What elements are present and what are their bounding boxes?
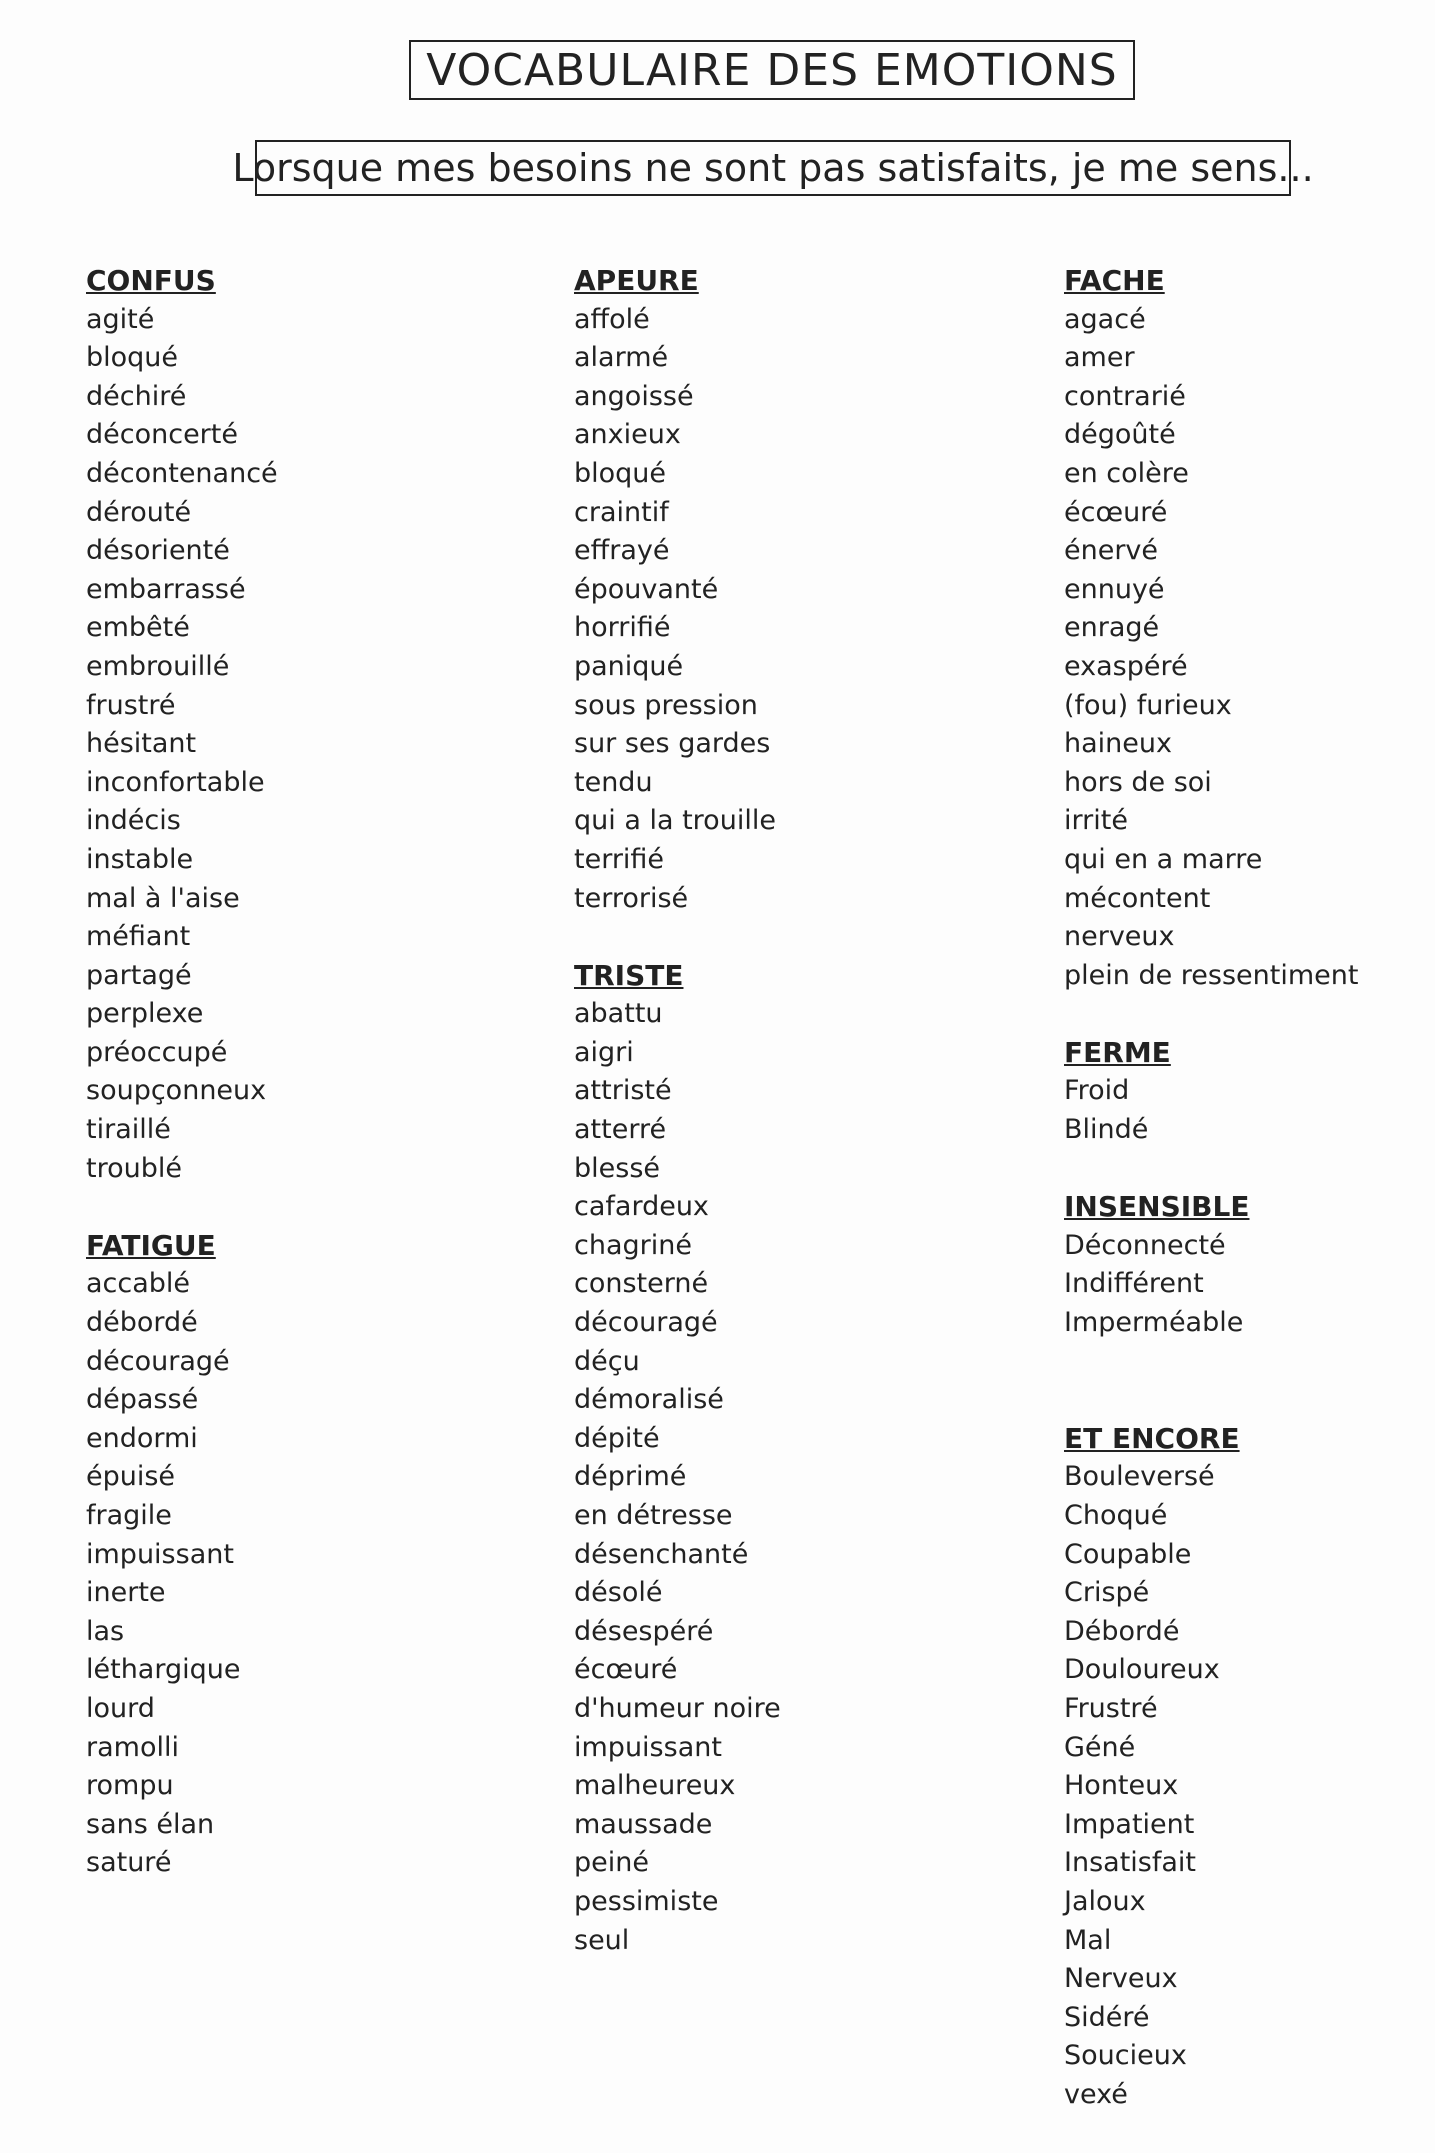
emotion-word: soupçonneux [86, 1075, 267, 1107]
emotion-word: en détresse [574, 1500, 733, 1531]
group-heading: FATIGUE [86, 1228, 216, 1262]
emotion-word: Coupable [1064, 1538, 1192, 1570]
emotion-word: malheureux [574, 1770, 736, 1802]
emotion-word: alarmé [574, 342, 669, 374]
emotion-word: dégoûté [1064, 419, 1176, 451]
emotion-word: accablé [86, 1268, 191, 1300]
emotion-group [86, 262, 278, 1188]
emotion-word: Sidéré [1064, 2001, 1150, 2033]
emotion-word: irrité [1064, 805, 1128, 837]
emotion-word: méfiant [86, 921, 191, 953]
emotion-word: exaspéré [1064, 650, 1188, 682]
page-subtitle: Lorsque mes besoins ne sont pas satisfaits, je me sens... [255, 140, 1291, 196]
emotion-group [86, 1227, 278, 1883]
emotion-word: embêté [86, 612, 190, 644]
group-heading: CONFUS [86, 264, 216, 297]
emotion-word: Honteux [1064, 1770, 1179, 1802]
emotion-word: tendu [574, 766, 653, 798]
emotion-word: Douloureux [1064, 1654, 1220, 1686]
emotion-group [574, 957, 781, 1960]
emotion-word: saturé [86, 1847, 172, 1879]
emotion-word: fragile [86, 1500, 172, 1531]
group-heading: FERME [1064, 1035, 1171, 1069]
emotion-word: tiraillé [86, 1114, 171, 1146]
emotion-word: rompu [86, 1770, 174, 1802]
emotion-word: plein de ressentiment [1064, 959, 1359, 991]
emotion-word: indécis [86, 805, 181, 837]
emotion-word: craintif [574, 496, 669, 528]
emotion-word: vexé [1064, 2078, 1128, 2110]
emotion-word: Crispé [1064, 1577, 1150, 1609]
emotion-word: Géné [1064, 1731, 1136, 1763]
emotion-group [574, 262, 781, 918]
emotion-word: enragé [1064, 612, 1160, 644]
emotion-word: aigri [574, 1036, 634, 1068]
emotion-word: Imperméable [1064, 1307, 1244, 1339]
emotion-word: (fou) furieux [1064, 689, 1232, 721]
emotion-word: sous pression [574, 689, 758, 721]
emotion-word: terrorisé [574, 882, 689, 914]
group-heading: ET ENCORE [1064, 1421, 1240, 1455]
emotion-word: atterré [574, 1114, 667, 1146]
emotion-word: Froid [1064, 1075, 1130, 1107]
emotion-group [1064, 1420, 1358, 2115]
emotion-word: abattu [574, 998, 663, 1030]
emotion-group [1064, 262, 1358, 995]
emotion-word: partagé [86, 959, 192, 991]
emotion-word: Soucieux [1064, 2040, 1187, 2072]
emotion-word: bloqué [86, 342, 179, 374]
emotion-word: écœuré [574, 1654, 678, 1686]
emotion-word: seul [574, 1924, 630, 1956]
emotion-word: Blindé [1064, 1114, 1149, 1146]
emotion-word: affolé [574, 303, 650, 335]
emotion-group [1064, 1188, 1358, 1342]
emotion-word: embrouillé [86, 650, 230, 682]
emotion-word: déçu [574, 1345, 640, 1377]
emotion-word: écœuré [1064, 496, 1168, 528]
emotion-word: ramolli [86, 1731, 179, 1763]
emotion-word: troublé [86, 1152, 182, 1184]
emotion-word: Frustré [1064, 1692, 1158, 1724]
emotion-word: qui en a marre [1064, 843, 1263, 875]
emotion-word: maussade [574, 1808, 713, 1840]
emotion-word: blessé [574, 1152, 660, 1184]
emotion-word: hors de soi [1064, 766, 1212, 798]
emotion-word: déprimé [574, 1461, 687, 1493]
emotion-word: embarrassé [86, 573, 246, 605]
column-1 [86, 262, 278, 1922]
emotion-word: découragé [86, 1345, 230, 1377]
emotion-word: désorienté [86, 535, 230, 567]
emotion-word: agité [86, 303, 155, 335]
emotion-word: Jaloux [1064, 1885, 1146, 1917]
group-heading: FACHE [1064, 264, 1165, 297]
emotion-word: Mal [1064, 1924, 1112, 1956]
group-heading: TRISTE [574, 958, 684, 992]
emotion-word: horrifié [574, 612, 671, 644]
emotion-word: d'humeur noire [574, 1692, 781, 1724]
emotion-word: frustré [86, 689, 176, 721]
emotion-word: amer [1064, 342, 1135, 374]
emotion-word: haineux [1064, 728, 1172, 760]
emotion-word: dérouté [86, 496, 192, 528]
emotion-word: angoissé [574, 380, 694, 412]
emotion-word: Nerveux [1064, 1963, 1178, 1995]
column-3 [1064, 262, 1358, 2153]
emotion-word: préoccupé [86, 1036, 228, 1068]
emotion-word: instable [86, 843, 194, 875]
emotion-word: las [86, 1615, 125, 1647]
emotion-word: qui a la trouille [574, 805, 776, 837]
emotion-word: énervé [1064, 535, 1159, 567]
emotion-word: épouvanté [574, 573, 719, 605]
emotion-word: agacé [1064, 303, 1146, 335]
emotion-word: dépité [574, 1422, 660, 1454]
emotion-word: désenchanté [574, 1538, 749, 1570]
emotion-word: désespéré [574, 1615, 714, 1647]
emotion-word: anxieux [574, 419, 681, 451]
column-2 [574, 262, 781, 1999]
emotion-word: sur ses gardes [574, 728, 771, 760]
emotion-word: léthargique [86, 1654, 241, 1686]
emotion-word: en colère [1064, 457, 1189, 489]
emotion-word: consterné [574, 1268, 709, 1300]
group-heading: APEURE [574, 264, 699, 297]
emotion-word: sans élan [86, 1808, 215, 1840]
emotion-word: déchiré [86, 380, 187, 412]
emotion-word: Indifférent [1064, 1268, 1204, 1300]
emotion-group [1064, 1034, 1358, 1150]
emotion-word: inerte [86, 1577, 166, 1609]
emotion-word: peiné [574, 1847, 649, 1879]
emotion-word: impuissant [86, 1538, 234, 1570]
emotion-word: démoralisé [574, 1384, 724, 1416]
emotion-word: nerveux [1064, 921, 1175, 953]
emotion-word: ennuyé [1064, 573, 1165, 605]
emotion-word: Impatient [1064, 1808, 1195, 1840]
emotion-word: épuisé [86, 1461, 176, 1493]
emotion-word: Bouleversé [1064, 1461, 1215, 1493]
emotion-word: découragé [574, 1307, 718, 1339]
emotion-word: cafardeux [574, 1191, 709, 1223]
emotion-word: bloqué [574, 457, 667, 489]
emotion-word: Déconnecté [1064, 1229, 1226, 1261]
group-heading: INSENSIBLE [1064, 1190, 1250, 1224]
emotion-word: dépassé [86, 1384, 199, 1416]
emotion-word: terrifié [574, 843, 665, 875]
emotion-word: Choqué [1064, 1500, 1168, 1531]
emotion-word: débordé [86, 1307, 198, 1339]
emotion-word: pessimiste [574, 1885, 719, 1917]
emotion-word: mal à l'aise [86, 882, 240, 914]
emotion-word: paniqué [574, 650, 684, 682]
page-title: VOCABULAIRE DES EMOTIONS [409, 40, 1135, 100]
emotion-word: Débordé [1064, 1615, 1180, 1647]
emotion-word: chagriné [574, 1229, 692, 1261]
emotion-word: impuissant [574, 1731, 722, 1763]
emotion-word: perplexe [86, 998, 204, 1030]
emotion-word: inconfortable [86, 766, 265, 798]
emotion-word: lourd [86, 1692, 155, 1724]
emotion-word: attristé [574, 1075, 672, 1107]
emotion-word: déconcerté [86, 419, 238, 451]
emotion-word: Insatisfait [1064, 1847, 1196, 1879]
emotion-word: endormi [86, 1422, 198, 1454]
emotion-word: hésitant [86, 728, 197, 760]
emotion-word: contrarié [1064, 380, 1186, 412]
emotion-word: effrayé [574, 535, 670, 567]
emotion-word: mécontent [1064, 882, 1211, 914]
emotion-word: désolé [574, 1577, 663, 1609]
emotion-word: décontenancé [86, 457, 278, 489]
